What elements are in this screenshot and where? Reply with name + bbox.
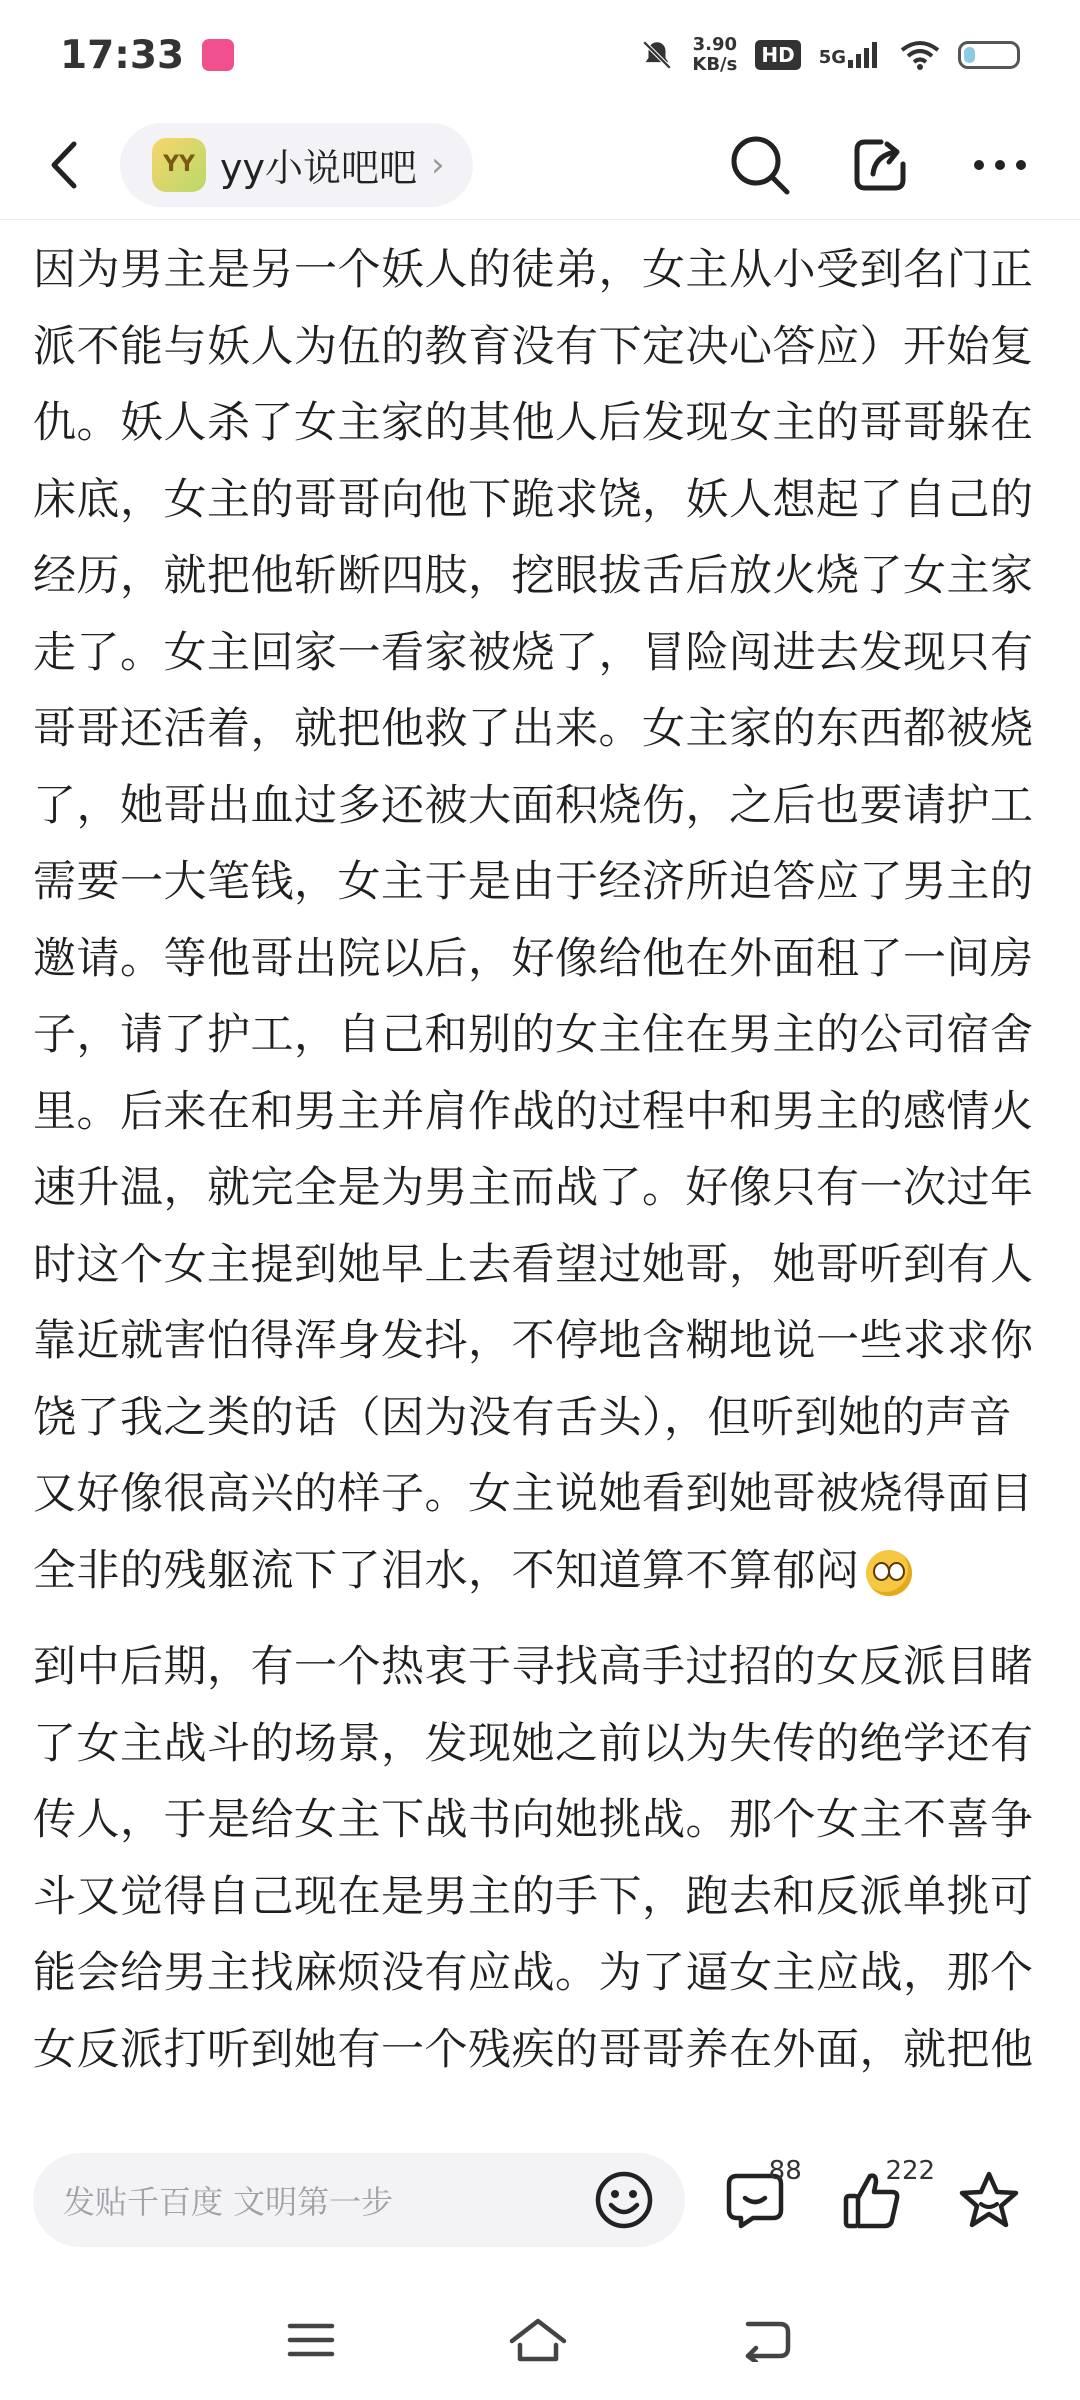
share-icon [851,136,909,194]
nav-bar [0,110,1080,220]
more-button[interactable] [960,125,1040,205]
forum-chip[interactable] [120,123,473,207]
wifi-icon [900,40,940,70]
pleading-face-icon [866,1550,912,1596]
like-count: 222 [885,2156,936,2186]
hd-badge: HD [755,40,800,70]
home-icon[interactable] [508,2317,568,2363]
comment-count: 88 [768,2156,802,2186]
comment-button[interactable] [697,2150,814,2250]
back-icon[interactable] [740,2318,794,2362]
paragraph-text: 因为男主是另一个妖人的徒弟，女主从小受到名门正派不能与妖人为伍的教育没有下定决心答应）开始复仇。妖人杀了女主家的其他人后发现女主的哥哥躲在床底，女主的哥哥向他下跪求饶，妖人想起了自己的经历，就把他斩断四肢，挖眼拔舌后放火烧了女主家走了。女主回家一看家被烧了，冒险闯进去发现只有哥哥还活着，就把他救了出来。女主家的东西都被烧了，她哥出血过多还被大面积烧伤，之后也要请护工需要一大笔钱，女主于是由于经济所迫答应了男主的邀请。等他哥出院以后，好像给他在外面租了一间房子，请了护工，自己和别的女主住在男主的公司宿舍里。后来在和男主并肩作战的过程中和男主的感情火速升温，就完全是为男主而战了。好像只有一次过年时这个女主提到她早上去看望过她哥，她哥听到有人靠近就害怕得浑身发抖，不停地含糊地说一些求求你饶了我之类的话（因为没有舌头），但听到她的声音又好像很高兴的样子。女主说她看到她哥被烧得面目全非的残躯流下了泪水，不知道算不算郁闷 [33,245,1034,1596]
speed-unit: KB/s [692,54,738,75]
emoji-picker-icon[interactable] [593,2169,655,2231]
search-button[interactable] [720,125,800,205]
like-button[interactable] [813,2150,936,2250]
battery-icon [958,41,1020,69]
status-left [60,33,234,78]
back-button[interactable] [30,130,100,200]
paragraph-text: 到中后期，有一个热衷于寻找高手过招的女反派目睹了女主战斗的场景，发现她之前以为失传的绝学还有传人，于是给女主下战书向她挑战。那个女主不喜争斗又觉得自己现在是男主的手下，跑去和反派单挑可能会给男主找麻烦没有应战。为了逼女主应战，那个女反派打听到她有一个残疾的哥哥养在外面，就把他 [33,1642,1034,2075]
status-right [640,35,1020,75]
post-paragraph [33,232,1049,1609]
search-icon [729,134,791,196]
forum-avatar: YY [152,138,206,192]
battery-level [964,47,975,63]
status-bar [0,0,1080,110]
favorite-button[interactable] [930,2150,1047,2250]
nav-actions [720,125,1050,205]
post-paragraph [33,1629,1049,2088]
system-nav [0,2280,1080,2400]
network-speed [692,35,737,75]
more-dots-icon [972,158,1028,172]
network-label: 5G [818,47,846,68]
forum-name: yy小说吧吧 [220,146,417,190]
share-button[interactable] [840,125,920,205]
reply-placeholder: 发贴千百度 文明第一步 [63,2183,394,2221]
action-bar [0,2120,1080,2280]
signal-icon [848,42,882,68]
mute-bell-icon [640,38,674,72]
notification-app-icon [202,39,234,71]
reply-input[interactable] [33,2153,685,2247]
post-content [33,232,1049,2120]
menu-icon[interactable] [286,2320,336,2360]
star-icon [957,2168,1021,2232]
status-time: 17:33 [60,32,185,78]
chevron-left-icon [48,140,82,190]
chevron-right-icon: › [430,144,445,185]
network-type [819,42,882,68]
speed-value: 3.90 [692,34,738,55]
